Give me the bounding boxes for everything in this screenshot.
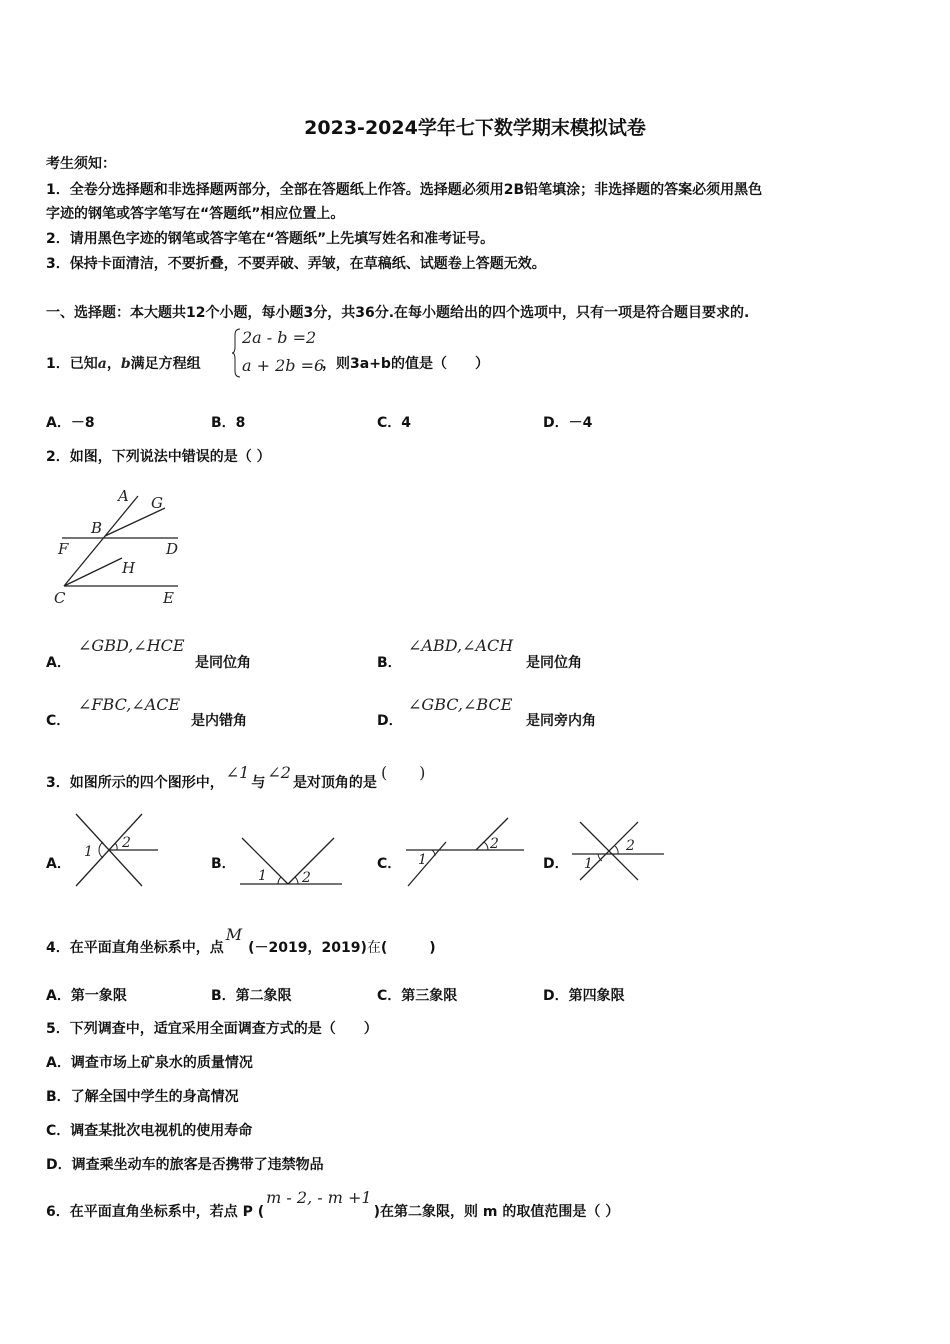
svg-text:1: 1: [84, 844, 93, 860]
question-3-stem: [46, 763, 426, 792]
q6-suffix: )在第二象限，则 m 的取值范围是（ ）: [373, 1204, 620, 1220]
q3-suffix: 是对顶角的是: [292, 775, 377, 791]
q4-point: M: [225, 925, 243, 944]
q2-option-c-letter: C．: [46, 713, 71, 729]
line-bg: [105, 508, 165, 536]
q4-option-d: D．第四象限: [543, 988, 625, 1004]
q2-option-b-text: 是同位角: [526, 655, 582, 671]
q6-coords: m - 2, - m +1: [266, 1188, 372, 1207]
q1-mid: 满足方程组: [130, 356, 201, 372]
q4-paren: ( ): [380, 940, 436, 956]
q2-option-a-letter: A．: [46, 655, 71, 671]
notice-heading: 考生须知：: [46, 156, 116, 172]
q2-figure: [50, 484, 190, 610]
svg-text:2: 2: [490, 836, 499, 852]
q3-paren: ( ): [380, 763, 426, 782]
notice-item-3: 3．保持卡面清洁，不要折叠，不要弄破、弄皱，在草稿纸、试题卷上答题无效。: [46, 256, 546, 272]
q3-prefix: 3．如图所示的四个图形中，: [46, 775, 224, 791]
q2-option-d-text: 是同旁内角: [526, 713, 596, 729]
svg-text:1: 1: [584, 856, 593, 872]
q2-option-a-text: 是同位角: [195, 655, 251, 671]
line-ch: [64, 558, 122, 586]
q1-prefix: 1．已知: [46, 356, 98, 372]
q3-mid: 与: [251, 775, 266, 791]
q1-equation-system: [232, 327, 332, 379]
section-1-heading: 一、选择题：本大题共12个小题，每小题3分，共36分.在每小题给出的四个选项中，只有一项是符合题目要求的.: [46, 305, 750, 321]
q1-suffix: ，则: [322, 356, 350, 372]
q2-option-c-math: ∠FBC,∠ACE: [78, 695, 181, 714]
q2-option-d-math: ∠GBC,∠BCE: [408, 695, 513, 714]
label-h: H: [122, 559, 136, 577]
q4-option-a: A．第一象限: [46, 988, 127, 1004]
notice-item-1-line-2: 字迹的钢笔或答字笔写在“答题纸”相应位置上。: [46, 206, 345, 222]
q4-option-b: B．第二象限: [211, 988, 292, 1004]
question-4-stem: [46, 925, 436, 957]
notice-item-2: 2．请用黑色字迹的钢笔或答字笔在“答题纸”上先填写姓名和准考证号。: [46, 231, 495, 247]
label-g: G: [151, 494, 163, 512]
q1-var-b: b: [120, 356, 131, 372]
q1-option-d: D．－4: [543, 415, 593, 431]
q5-option-d: D．调查乘坐动车的旅客是否携带了违禁物品: [46, 1157, 324, 1173]
q3-option-c: C．: [377, 856, 402, 872]
q1-eq2: a + 2b =6: [242, 356, 325, 375]
q3-figure-d: [568, 818, 668, 884]
label-c: C: [54, 589, 66, 607]
label-a: A: [118, 487, 129, 505]
svg-text:2: 2: [122, 835, 131, 851]
q4-option-c: C．第三象限: [377, 988, 458, 1004]
svg-text:2: 2: [302, 870, 311, 886]
q3-angle-2: ∠2: [267, 763, 291, 782]
q2-option-b-letter: B．: [377, 655, 402, 671]
q1-sep: ，: [106, 356, 121, 372]
q1-option-a: A．－8: [46, 415, 95, 431]
label-e: E: [163, 589, 174, 607]
q3-figure-b: [236, 834, 346, 890]
q3-option-b: B．: [211, 856, 236, 872]
q3-option-d: D．: [543, 856, 569, 872]
q5-option-c: C．调查某批次电视机的使用寿命: [46, 1123, 253, 1139]
q6-prefix: 6．在平面直角坐标系中，若点 P (: [46, 1204, 265, 1220]
question-5-stem: 5．下列调查中，适宜采用全面调查方式的是（ ）: [46, 1021, 378, 1037]
q4-prefix: 4．在平面直角坐标系中，点: [46, 940, 224, 956]
q1-eq1: 2a - b =2: [242, 328, 317, 347]
q1-option-b: B．8: [211, 415, 246, 431]
q4-coords: (－2019，2019): [248, 940, 367, 956]
label-f: F: [58, 540, 69, 558]
q1-var-a: a: [97, 356, 107, 372]
q1-option-c: C．4: [377, 415, 412, 431]
q2-option-d-letter: D．: [377, 713, 403, 729]
q3-figure-c: [402, 814, 527, 890]
q4-zai: 在: [366, 940, 381, 956]
label-d: D: [166, 540, 179, 558]
q3-angle-1: ∠1: [225, 763, 250, 782]
q1-tail: 的值是（ ）: [390, 356, 489, 372]
q3-option-a: A．: [46, 856, 71, 872]
question-1-stem: [46, 353, 201, 373]
svg-text:1: 1: [258, 868, 267, 884]
svg-text:1: 1: [418, 852, 427, 868]
svg-text:2: 2: [626, 838, 635, 854]
page-title: 2023-2024学年七下数学期末模拟试卷: [304, 117, 646, 139]
q5-option-b: B．了解全国中学生的身高情况: [46, 1089, 239, 1105]
q2-option-b-math: ∠ABD,∠ACH: [408, 636, 514, 655]
left-brace-icon: [232, 329, 240, 377]
question-6-stem: [46, 1188, 620, 1221]
question-1-tail: [322, 353, 489, 373]
q2-option-a-math: ∠GBD,∠HCE: [78, 636, 185, 655]
question-2-stem: 2．如图，下列说法中错误的是（ ）: [46, 449, 271, 465]
q5-option-a: A．调查市场上矿泉水的质量情况: [46, 1055, 253, 1071]
notice-item-1-line-1: 1．全卷分选择题和非选择题两部分，全部在答题纸上作答。选择题必须用2B铅笔填涂；非选择题的答案必须用黑色: [46, 182, 763, 198]
q3-figure-a: [70, 812, 160, 890]
label-b: B: [91, 519, 103, 537]
q2-option-c-text: 是内错角: [191, 713, 247, 729]
q1-expr: 3a+b: [350, 356, 391, 372]
